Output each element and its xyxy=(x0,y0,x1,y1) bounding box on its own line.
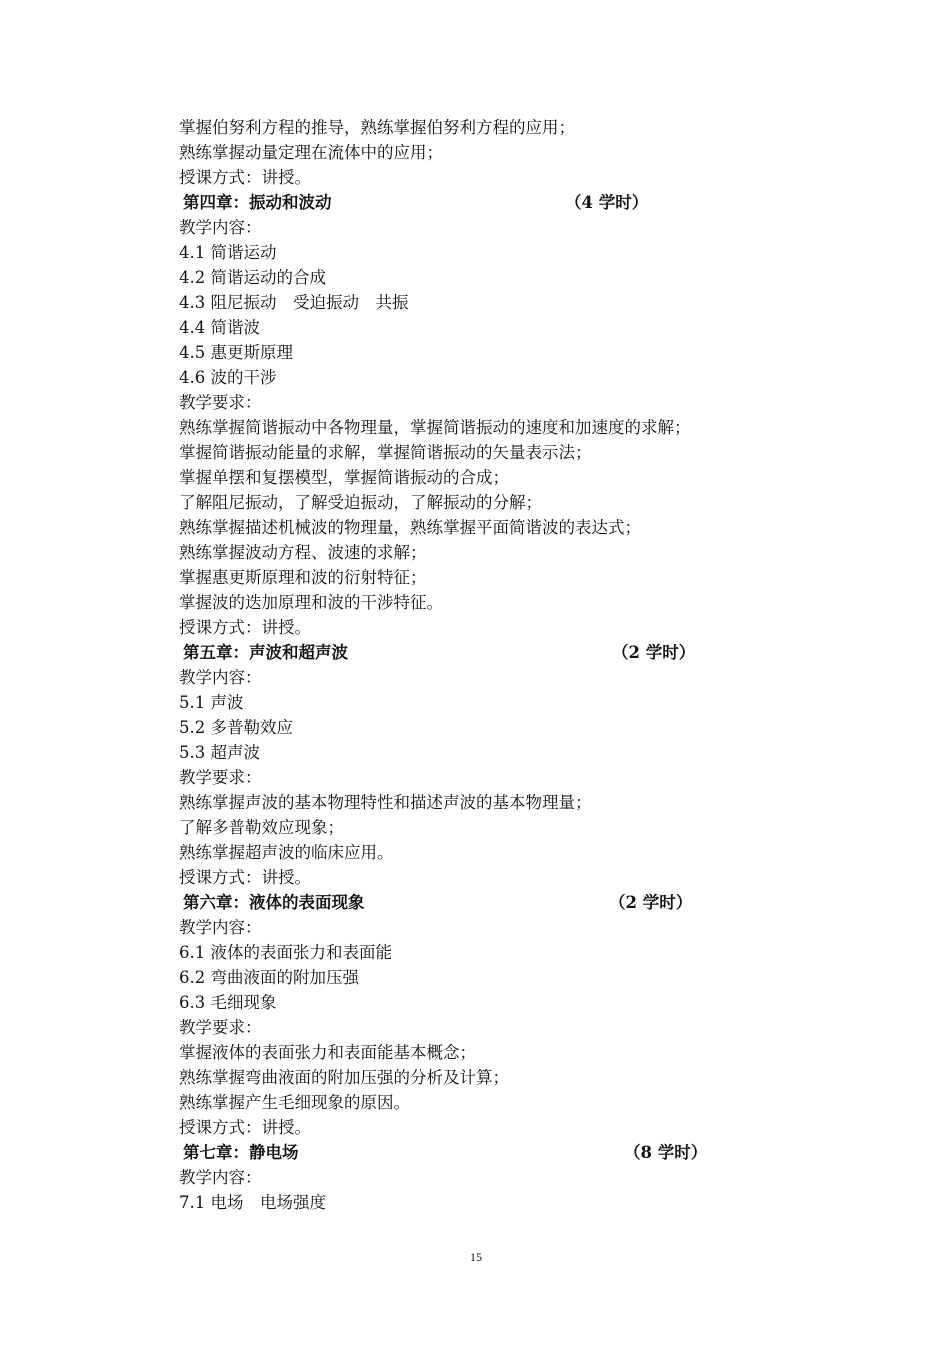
list-item: 4.3 阻尼振动 受迫振动 共振 xyxy=(179,293,409,312)
list-item: 4.6 波的干涉 xyxy=(179,368,277,387)
list-item: 4.2 简谐运动的合成 xyxy=(179,268,326,287)
list-item: 7.1 电场 电场强度 xyxy=(179,1193,326,1212)
text-line: 掌握液体的表面张力和表面能基本概念； xyxy=(179,1043,476,1062)
section-label: 教学要求： xyxy=(179,1018,262,1037)
list-item: 4.4 简谐波 xyxy=(179,318,260,337)
text-line: 了解多普勒效应现象； xyxy=(179,818,344,837)
section-label: 教学内容： xyxy=(179,918,262,937)
list-item: 6.3 毛细现象 xyxy=(179,993,277,1012)
chapter-4-title: 第四章：振动和波动 xyxy=(183,193,332,212)
section-label: 教学要求： xyxy=(179,768,262,787)
list-item: 4.5 惠更斯原理 xyxy=(179,343,293,362)
chapter-4-heading xyxy=(179,190,799,215)
list-item: 6.2 弯曲液面的附加压强 xyxy=(179,968,359,987)
chapter-5-title: 第五章：声波和超声波 xyxy=(183,643,348,662)
chapter-7-heading xyxy=(179,1140,799,1165)
text-line: 掌握简谐振动能量的求解，掌握简谐振动的矢量表示法； xyxy=(179,443,592,462)
teaching-method-line: 授课方式：讲授。 xyxy=(179,868,311,887)
chapter-6-title: 第六章：液体的表面现象 xyxy=(183,893,365,912)
section-label: 教学内容： xyxy=(179,218,262,237)
text-line: 熟练掌握简谐振动中各物理量，掌握简谐振动的速度和加速度的求解； xyxy=(179,418,691,437)
text-line: 掌握伯努利方程的推导，熟练掌握伯努利方程的应用； xyxy=(179,118,575,137)
text-line: 熟练掌握描述机械波的物理量，熟练掌握平面简谐波的表达式； xyxy=(179,518,641,537)
section-label: 教学内容： xyxy=(179,1168,262,1187)
chapter-5-hours: （2 学时） xyxy=(612,643,696,662)
chapter-7-hours: （8 学时） xyxy=(624,1143,708,1162)
text-line: 掌握单摆和复摆模型，掌握简谐振动的合成； xyxy=(179,468,509,487)
text-line: 了解阻尼振动，了解受迫振动，了解振动的分解； xyxy=(179,493,542,512)
text-line: 掌握惠更斯原理和波的衍射特征； xyxy=(179,568,427,587)
page-number: 15 xyxy=(470,1250,482,1264)
text-line: 熟练掌握声波的基本物理特性和描述声波的基本物理量； xyxy=(179,793,592,812)
chapter-6-hours: （2 学时） xyxy=(609,893,693,912)
teaching-method-line: 授课方式：讲授。 xyxy=(179,1118,311,1137)
chapter-6-heading xyxy=(179,890,799,915)
list-item: 4.1 简谐运动 xyxy=(179,243,277,262)
list-item: 6.1 液体的表面张力和表面能 xyxy=(179,943,392,962)
teaching-method-line: 授课方式：讲授。 xyxy=(179,618,311,637)
text-line: 掌握波的迭加原理和波的干涉特征。 xyxy=(179,593,443,612)
text-line: 熟练掌握动量定理在流体中的应用； xyxy=(179,143,443,162)
text-line: 熟练掌握产生毛细现象的原因。 xyxy=(179,1093,410,1112)
text-line: 熟练掌握弯曲液面的附加压强的分析及计算； xyxy=(179,1068,509,1087)
list-item: 5.1 声波 xyxy=(179,693,244,712)
chapter-5-heading xyxy=(179,640,799,665)
section-label: 教学要求： xyxy=(179,393,262,412)
chapter-7-title: 第七章：静电场 xyxy=(183,1143,299,1162)
list-item: 5.2 多普勒效应 xyxy=(179,718,293,737)
teaching-method-line: 授课方式：讲授。 xyxy=(179,168,311,187)
list-item: 5.3 超声波 xyxy=(179,743,260,762)
chapter-4-hours: （4 学时） xyxy=(565,193,649,212)
section-label: 教学内容： xyxy=(179,668,262,687)
text-line: 熟练掌握超声波的临床应用。 xyxy=(179,843,394,862)
text-line: 熟练掌握波动方程、波速的求解； xyxy=(179,543,427,562)
page-body xyxy=(179,115,799,1215)
